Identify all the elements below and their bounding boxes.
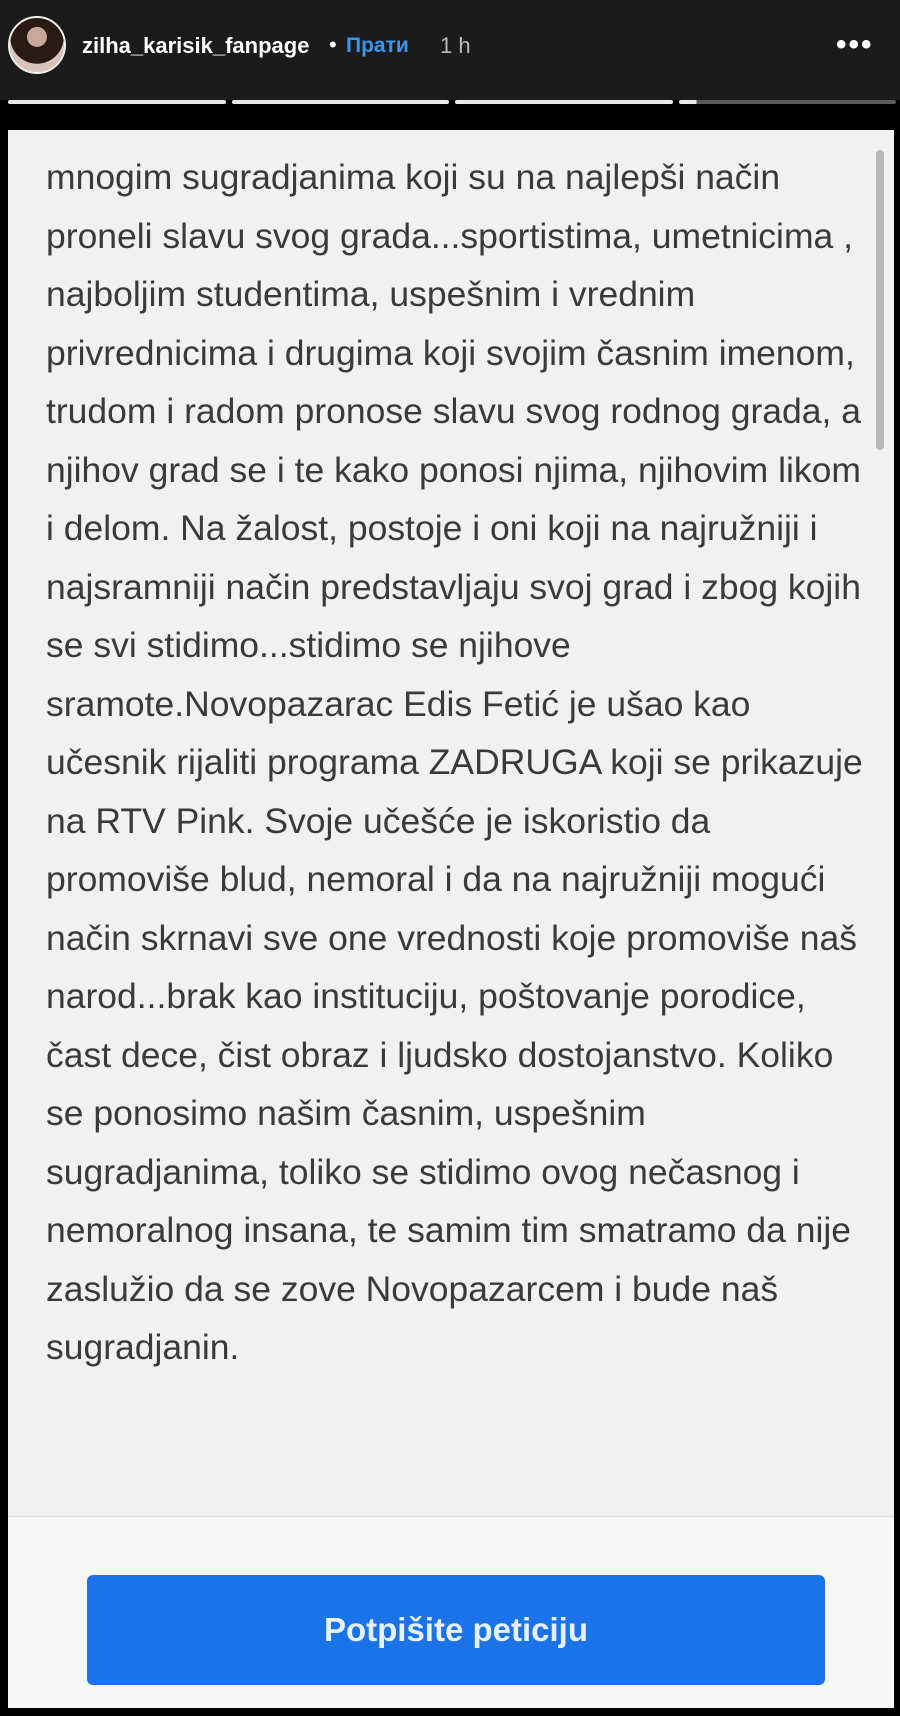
progress-segment-current <box>679 100 897 104</box>
separator-dot: • <box>329 32 337 57</box>
follow-button[interactable]: Прати <box>346 34 409 57</box>
petition-text: mnogim sugradjanima koji su na najlepši način proneli slavu svog grada...sportistima, umetnicima , najboljim studentima, uspešnim i vrednim privrednicima i drugima koji svojim časnim imenom, trudom i radom pronose slavu svog rodnog grada, a njihov grad se i te kako ponosi njima, njihovim likom i delom. Na žalost, postoje i oni koji na najružniji i najsramniji način predstavljaju svoj grad i zbog kojih se svi stidimo...stidimo se njihove sramote.Novopazarac Edis Fetić je ušao kao učesnik rijaliti programa ZADRUGA koji se prikazuje na RTV Pink. Svoje učešće je iskoristio da promoviše blud, nemoral i da na najružniji mogući način skrnavi sve one vrednosti koje promoviše naš narod...brak kao instituciju, poštovanje porodice, čast dece, čist obraz i ljudsko dostojanstvo. Koliko se ponosimo našim časnim, uspešnim sugradjanima, toliko se stidimo ovog nečasnog i nemoralnog insana, te samim tim smatramo da nije zaslužio da se zove Novopazarcem i bude naš sugradjanin. <box>46 157 863 1367</box>
more-horizontal-icon[interactable]: ••• <box>836 28 874 61</box>
petition-card <box>8 130 894 1708</box>
progress-segment <box>455 100 673 104</box>
petition-footer <box>8 1516 894 1708</box>
sign-petition-button[interactable]: Potpišite peticiju <box>87 1575 825 1685</box>
post-time: 1 h <box>440 33 471 58</box>
username[interactable]: zilha_karisik_fanpage <box>82 33 310 58</box>
scrollbar[interactable] <box>876 150 884 450</box>
progress-segment <box>8 100 226 104</box>
story-progress-bar <box>8 100 896 106</box>
avatar[interactable] <box>8 16 66 74</box>
story-header <box>0 0 900 100</box>
progress-segment <box>232 100 450 104</box>
